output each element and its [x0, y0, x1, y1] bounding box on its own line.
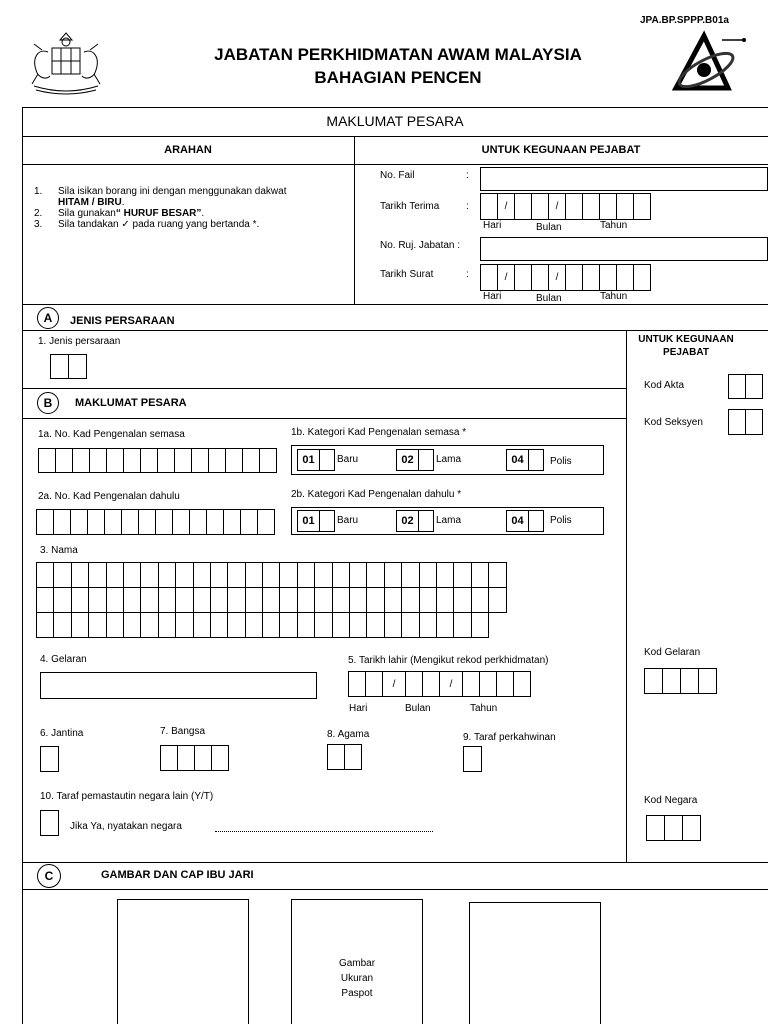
char-cell[interactable]: [194, 562, 211, 588]
char-cell[interactable]: [39, 448, 56, 473]
char-cell[interactable]: [385, 562, 402, 588]
char-cell[interactable]: [350, 612, 367, 638]
char-cell[interactable]: [333, 587, 350, 613]
tarikh-surat-field[interactable]: / /: [480, 264, 651, 291]
char-cell[interactable]: [454, 562, 471, 588]
char-cell[interactable]: [159, 562, 176, 588]
char-cell[interactable]: [226, 448, 243, 473]
ic-current-cat-lama-checkbox[interactable]: 02: [396, 449, 434, 471]
char-cell[interactable]: [402, 612, 419, 638]
kod-seksyen-field[interactable]: [728, 409, 763, 435]
char-cell[interactable]: [90, 448, 107, 473]
ic-previous-category-label: 2b. Kategori Kad Pengenalan dahulu *: [291, 489, 462, 500]
char-cell[interactable]: [228, 562, 245, 588]
char-cell[interactable]: [175, 448, 192, 473]
kod-seksyen-label: Kod Seksyen: [644, 417, 703, 428]
jenis-persaraan-label: 1. Jenis persaraan: [38, 336, 121, 347]
form-title: MAKLUMAT PESARA: [326, 113, 464, 129]
thumbprint-box-left: [117, 899, 249, 1024]
char-cell[interactable]: [211, 587, 228, 613]
char-cell[interactable]: [176, 587, 193, 613]
char-cell[interactable]: [141, 587, 158, 613]
nama-label: 3. Nama: [40, 545, 78, 556]
char-cell[interactable]: [367, 562, 384, 588]
section-a-marker: A: [37, 307, 59, 329]
jenis-persaraan-field[interactable]: [50, 354, 87, 379]
char-cell[interactable]: [489, 587, 506, 613]
char-cell[interactable]: [141, 612, 158, 638]
kod-gelaran-label: Kod Gelaran: [644, 647, 701, 658]
char-cell[interactable]: [228, 587, 245, 613]
ic-previous-field[interactable]: [36, 509, 275, 535]
char-cell[interactable]: [280, 562, 297, 588]
header-title: JABATAN PERKHIDMATAN AWAM MALAYSIA: [214, 45, 582, 64]
kod-negara-label: Kod Negara: [644, 795, 698, 806]
kod-gelaran-field[interactable]: [644, 668, 717, 694]
char-cell[interactable]: [315, 587, 332, 613]
char-cell[interactable]: [298, 587, 315, 613]
char-cell[interactable]: [472, 612, 489, 638]
char-cell[interactable]: [54, 509, 71, 535]
char-cell[interactable]: [72, 612, 89, 638]
char-cell[interactable]: [107, 587, 124, 613]
char-cell[interactable]: [105, 509, 122, 535]
nama-field[interactable]: [36, 562, 507, 638]
jantina-field[interactable]: [40, 746, 59, 772]
char-cell[interactable]: [56, 448, 73, 473]
char-cell[interactable]: [54, 562, 71, 588]
char-cell[interactable]: [263, 587, 280, 613]
ic-current-cat-baru-checkbox[interactable]: 01: [297, 449, 335, 471]
char-cell[interactable]: [298, 612, 315, 638]
char-cell[interactable]: [194, 612, 211, 638]
char-cell[interactable]: [437, 562, 454, 588]
char-cell[interactable]: [224, 509, 241, 535]
char-cell[interactable]: [122, 509, 139, 535]
kod-akta-field[interactable]: [728, 374, 763, 399]
agama-label: 8. Agama: [327, 729, 370, 740]
char-cell[interactable]: [124, 587, 141, 613]
char-cell[interactable]: [367, 612, 384, 638]
char-cell[interactable]: [72, 562, 89, 588]
jantina-label: 6. Jantina: [40, 728, 84, 739]
char-cell[interactable]: [298, 562, 315, 588]
char-cell[interactable]: [260, 448, 277, 473]
side-office-heading: UNTUK KEGUNAAN: [638, 334, 734, 345]
section-c-marker: C: [37, 864, 61, 888]
section-c-title: GAMBAR DAN CAP IBU JARI: [101, 869, 254, 881]
ic-previous-label: 2a. No. Kad Pengenalan dahulu: [38, 491, 180, 502]
char-cell[interactable]: [139, 509, 156, 535]
ic-previous-cat-baru-checkbox[interactable]: 01: [297, 510, 335, 532]
taraf-perkahwinan-label: 9. Taraf perkahwinan: [463, 732, 556, 743]
char-cell[interactable]: [37, 587, 54, 613]
ic-previous-cat-lama-checkbox[interactable]: 02: [396, 510, 434, 532]
char-cell[interactable]: [107, 612, 124, 638]
header-subtitle: BAHAGIAN PENCEN: [314, 68, 482, 87]
char-cell[interactable]: [124, 612, 141, 638]
char-cell[interactable]: [350, 562, 367, 588]
char-cell[interactable]: [280, 612, 297, 638]
char-cell[interactable]: [385, 612, 402, 638]
malaysia-coat-of-arms-icon: [24, 30, 108, 98]
char-cell[interactable]: [420, 562, 437, 588]
bangsa-field[interactable]: [160, 745, 229, 771]
char-cell[interactable]: [124, 562, 141, 588]
no-fail-field[interactable]: [480, 167, 768, 191]
char-cell[interactable]: [402, 562, 419, 588]
nama-row: [36, 562, 507, 588]
tarikh-surat-label: Tarikh Surat: [380, 269, 434, 280]
char-cell[interactable]: [420, 612, 437, 638]
char-cell[interactable]: [173, 509, 190, 535]
tarikh-lahir-field[interactable]: / /: [348, 671, 531, 697]
char-cell[interactable]: [280, 587, 297, 613]
char-cell[interactable]: [315, 562, 332, 588]
char-cell[interactable]: [246, 562, 263, 588]
char-cell[interactable]: [89, 562, 106, 588]
char-cell[interactable]: [211, 612, 228, 638]
kod-akta-label: Kod Akta: [644, 380, 685, 391]
char-cell[interactable]: [243, 448, 260, 473]
char-cell[interactable]: [263, 562, 280, 588]
ic-current-field[interactable]: [38, 448, 277, 473]
char-cell[interactable]: [454, 587, 471, 613]
negara-field[interactable]: [215, 831, 433, 832]
ic-current-label: 1a. No. Kad Pengenalan semasa: [38, 429, 185, 440]
bangsa-label: 7. Bangsa: [160, 726, 206, 737]
char-cell[interactable]: [258, 509, 275, 535]
char-cell[interactable]: [241, 509, 258, 535]
char-cell[interactable]: [54, 612, 71, 638]
char-cell[interactable]: [437, 587, 454, 613]
char-cell[interactable]: [246, 612, 263, 638]
char-cell[interactable]: [141, 562, 158, 588]
kod-negara-field[interactable]: [646, 815, 701, 841]
char-cell[interactable]: [72, 587, 89, 613]
taraf-pemastautin-field[interactable]: [40, 810, 59, 836]
char-cell[interactable]: [489, 562, 506, 588]
taraf-pemastautin-label: 10. Taraf pemastautin negara lain (Y/T): [40, 791, 214, 802]
char-cell[interactable]: [88, 509, 105, 535]
gelaran-field[interactable]: [40, 672, 317, 699]
agama-field[interactable]: [327, 744, 362, 770]
tarikh-terima-label: Tarikh Terima: [380, 201, 440, 212]
char-cell[interactable]: [54, 587, 71, 613]
char-cell[interactable]: [333, 612, 350, 638]
char-cell[interactable]: [194, 587, 211, 613]
char-cell[interactable]: [176, 612, 193, 638]
char-cell[interactable]: [141, 448, 158, 473]
char-cell[interactable]: [158, 448, 175, 473]
ic-previous-cat-polis-checkbox[interactable]: 04: [506, 510, 544, 532]
office-heading: UNTUK KEGUNAAN PEJABAT: [481, 144, 641, 156]
section-a-title: JENIS PERSARAAN: [70, 315, 175, 327]
char-cell[interactable]: [333, 562, 350, 588]
char-cell[interactable]: [156, 509, 173, 535]
char-cell[interactable]: [159, 612, 176, 638]
char-cell[interactable]: [385, 587, 402, 613]
char-cell[interactable]: [207, 509, 224, 535]
char-cell[interactable]: [472, 562, 489, 588]
no-ruj-label: No. Ruj. Jabatan :: [380, 240, 461, 251]
tarikh-lahir-label: 5. Tarikh lahir (Mengikut rekod perkhidmatan): [348, 655, 549, 666]
char-cell[interactable]: [209, 448, 226, 473]
instructions: 1. Sila isikan borang ini dengan menggunakan dakwat HITAM / BIRU. 2. Sila gunakan “ HURUF BESAR” . 3. Sila tandakan ✓ pada ruang yang bertanda *.: [34, 186, 287, 230]
no-ruj-field[interactable]: [480, 237, 768, 261]
tarikh-terima-field[interactable]: / /: [480, 193, 651, 220]
char-cell[interactable]: [472, 587, 489, 613]
char-cell[interactable]: [37, 509, 54, 535]
char-cell[interactable]: [420, 587, 437, 613]
char-cell[interactable]: [211, 562, 228, 588]
char-cell[interactable]: [73, 448, 90, 473]
char-cell[interactable]: [263, 612, 280, 638]
char-cell[interactable]: [315, 612, 332, 638]
gelaran-label: 4. Gelaran: [40, 654, 87, 665]
char-cell[interactable]: [437, 612, 454, 638]
nama-row: [36, 587, 507, 613]
section-b-title: MAKLUMAT PESARA: [75, 397, 187, 409]
char-cell[interactable]: [228, 612, 245, 638]
char-cell[interactable]: [190, 509, 207, 535]
ic-current-category-label: 1b. Kategori Kad Pengenalan semasa *: [291, 427, 467, 438]
char-cell[interactable]: [192, 448, 209, 473]
char-cell[interactable]: [402, 587, 419, 613]
char-cell[interactable]: [89, 612, 106, 638]
char-cell[interactable]: [350, 587, 367, 613]
taraf-perkahwinan-field[interactable]: [463, 746, 482, 772]
char-cell[interactable]: [367, 587, 384, 613]
char-cell[interactable]: [159, 587, 176, 613]
char-cell[interactable]: [107, 562, 124, 588]
char-cell[interactable]: [246, 587, 263, 613]
nama-row: [36, 612, 507, 638]
char-cell[interactable]: [124, 448, 141, 473]
photo-box: Gambar Ukuran Paspot: [291, 899, 423, 1024]
negara-label: Jika Ya, nyatakan negara: [70, 821, 182, 832]
char-cell[interactable]: [176, 562, 193, 588]
char-cell[interactable]: [107, 448, 124, 473]
no-fail-label: No. Fail: [380, 170, 415, 181]
thumbprint-box-right: [469, 902, 601, 1024]
document-code: JPA.BP.SPPP.B01a: [640, 15, 729, 26]
char-cell[interactable]: [89, 587, 106, 613]
char-cell[interactable]: [71, 509, 88, 535]
arahan-heading: ARAHAN: [164, 144, 212, 156]
section-b-marker: B: [37, 392, 59, 414]
char-cell[interactable]: [37, 562, 54, 588]
char-cell[interactable]: [454, 612, 471, 638]
char-cell[interactable]: [37, 612, 54, 638]
jpa-logo-icon: [668, 30, 748, 94]
ic-current-cat-polis-checkbox[interactable]: 04: [506, 449, 544, 471]
